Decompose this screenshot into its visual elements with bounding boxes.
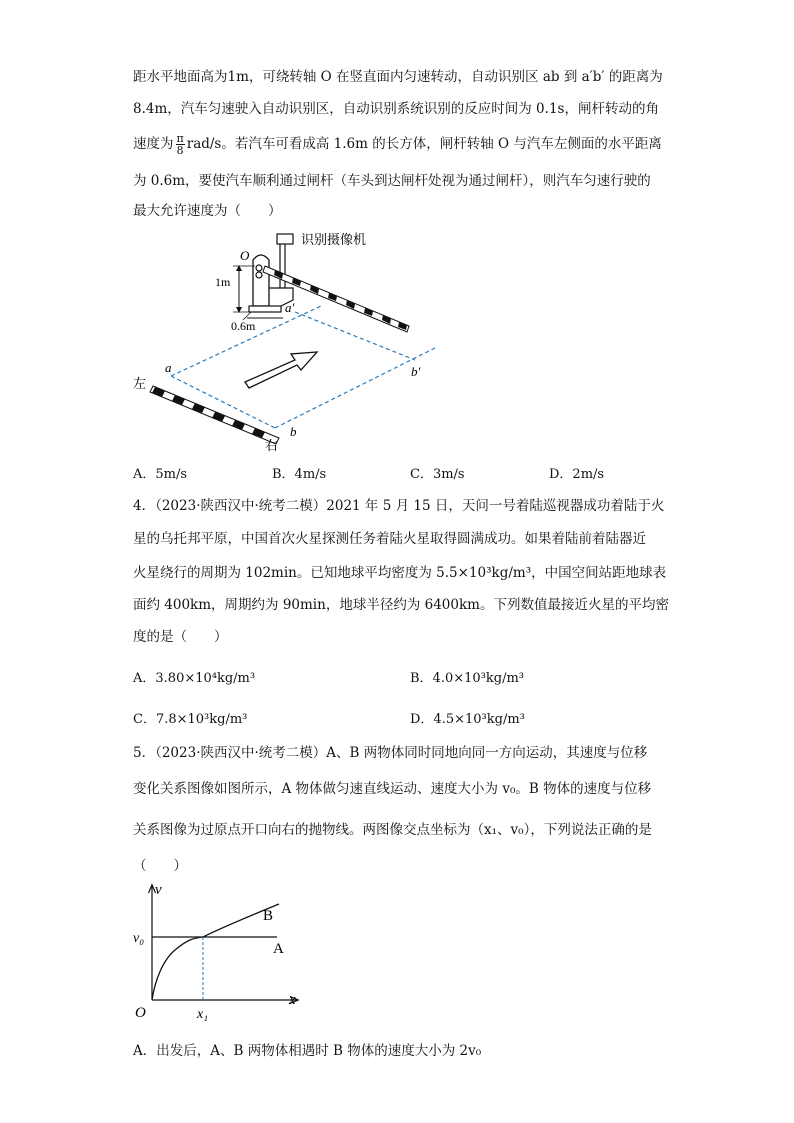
q4-line-3: 火星绕行的周期为 102min。已知地球平均密度为 5.5×10³kg/m³，中国空间站距地球表 — [133, 565, 667, 581]
q5-line-3: 关系图像为过原点开口向右的抛物线。两图像交点坐标为（x₁、v₀），下列说法正确的是 — [133, 822, 652, 838]
q3-option-c[interactable]: C．3m/s — [410, 467, 465, 482]
q3-line-3-post: rad/s。若汽车可看成高 1.6m 的长方体，闸杆转轴 O 与汽车左侧面的水平距离 — [186, 136, 662, 152]
q4-line-1: 4．（2023·陕西汉中·统考二模）2021 年 5 月 15 日，天问一号着陆巡视器成功着陆于火 — [133, 498, 665, 514]
q3-option-d[interactable]: D．2m/s — [549, 467, 605, 482]
q3-option-b[interactable]: B．4m/s — [272, 467, 327, 482]
right-label: 右 — [265, 438, 279, 453]
b-prime-label: b′ — [411, 364, 421, 379]
q5-option-a[interactable]: A．出发后，A、B 两物体相遇时 B 物体的速度大小为 2v₀ — [133, 1043, 482, 1059]
o-label: O — [240, 248, 250, 263]
curve-b — [152, 904, 279, 1000]
q4-option-d[interactable]: D．4.5×10³kg/m³ — [410, 712, 525, 727]
offset-label: 0.6m — [231, 319, 256, 333]
a-label: a — [165, 360, 172, 375]
camera-body — [277, 234, 293, 244]
q5-line-1: 5．（2023·陕西汉中·统考二模）A、B 两物体同时同地向同一方向运动，其速度与位移 — [133, 745, 648, 761]
q4-option-a[interactable]: A．3.80×10⁴kg/m³ — [133, 671, 256, 686]
height-label: 1m — [215, 275, 231, 289]
direction-arrow — [245, 352, 317, 388]
q3-line-4: 为 0.6m，要使汽车顺利通过闸杆（车头到达闸杆处视为通过闸杆），则汽车匀速行驶的 — [133, 173, 651, 189]
camera-label: 识别摄像机 — [301, 232, 367, 247]
origin-label: O — [135, 1005, 146, 1021]
line-a-label: A — [273, 941, 284, 957]
q4-option-b[interactable]: B．4.0×10³kg/m³ — [410, 671, 524, 686]
omega-fraction — [176, 133, 185, 156]
omega-numerator: π — [176, 132, 184, 145]
q3-line-3 — [133, 133, 662, 156]
x-axis-label: x — [289, 992, 296, 1008]
q4-line-2: 星的乌托邦平原，中国首次火星探测任务着陆火星取得圆满成功。如果着陆前着陆器近 — [133, 531, 646, 547]
v0-label: v₀ — [133, 931, 145, 946]
velocity-displacement-graph — [125, 880, 310, 1025]
q3-line-1: 距水平地面高为1m，可绕转轴 O 在竖直面内匀速转动，自动识别区 ab 到 a′b′ 的距离为 — [133, 69, 663, 85]
x1-label: x₁ — [197, 1007, 209, 1022]
q5-line-2: 变化关系图像如图所示，A 物体做匀速直线运动、速度大小为 v₀。B 物体的速度与位移 — [133, 781, 652, 797]
q3-line-2: 8.4m，汽车匀速驶入自动识别区，自动识别系统识别的反应时间为 0.1s，闸杆转动的角 — [133, 101, 659, 117]
gate-post — [253, 255, 269, 306]
q3-line-5: 最大允许速度为（ ） — [133, 203, 282, 219]
q5-line-4: （ ） — [133, 858, 187, 874]
curve-b-label: B — [263, 908, 274, 924]
gate-figure — [125, 228, 455, 458]
q3-option-a[interactable]: A．5m/s — [133, 467, 188, 482]
q4-option-c[interactable]: C．7.8×10³kg/m³ — [133, 712, 248, 727]
v-axis-label: v — [155, 882, 162, 898]
omega-denominator: 8 — [176, 144, 184, 157]
q4-line-5: 度的是（ ） — [133, 629, 228, 645]
barrier-arm — [263, 266, 409, 332]
b-label: b — [290, 424, 297, 439]
q4-line-4: 面约 400km，周期约为 90min，地球半径约为 6400km。下列数值最接近火星的平均密 — [133, 597, 669, 613]
a-prime-label: a′ — [285, 300, 295, 315]
left-label: 左 — [133, 376, 147, 391]
q3-line-3-pre: 速度为 — [133, 136, 174, 152]
ground-stripe — [150, 386, 279, 444]
gate-base — [249, 306, 281, 312]
